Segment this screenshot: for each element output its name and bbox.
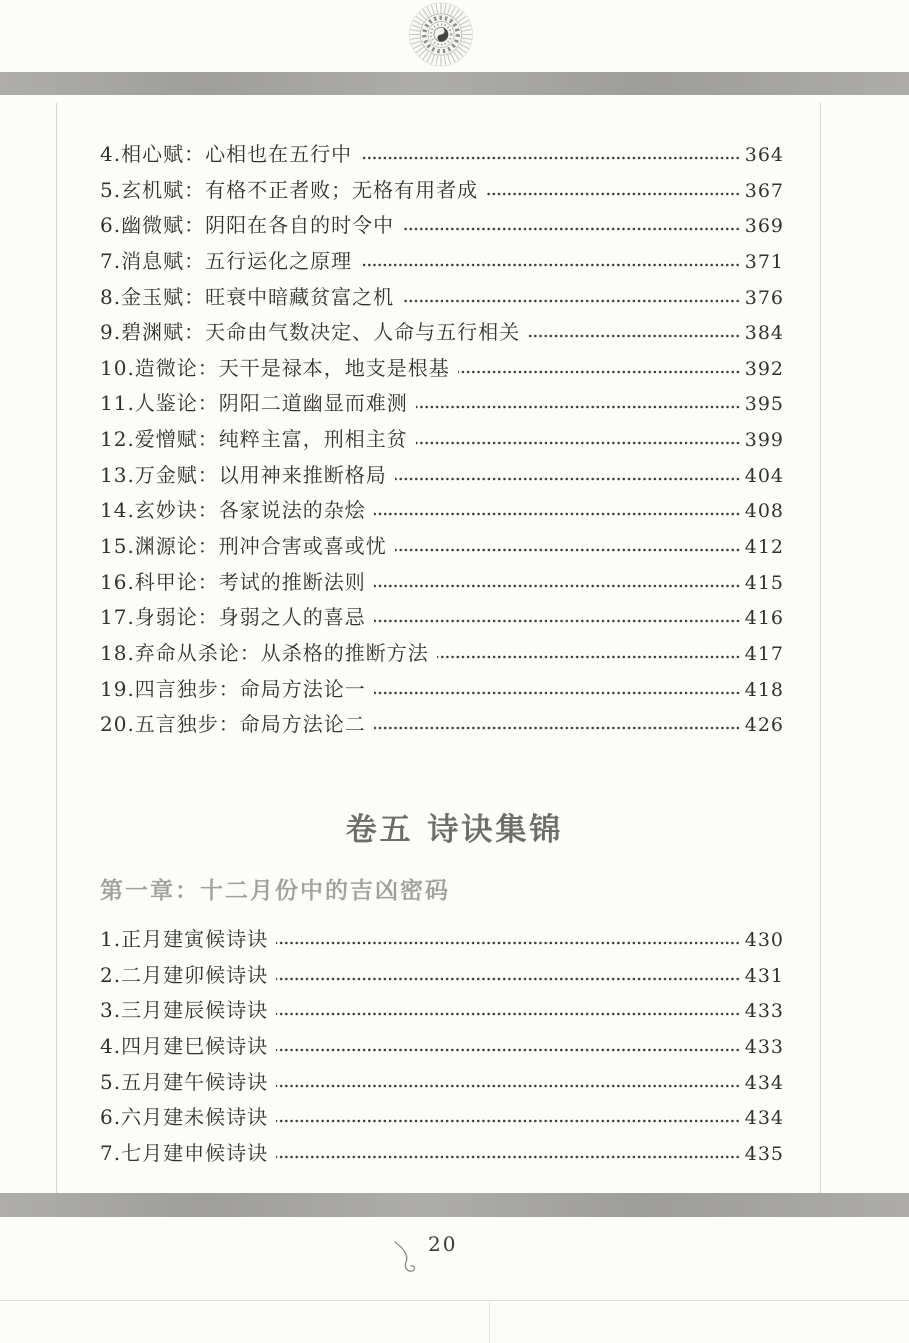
page-edge-line-left [56,103,57,1193]
dot-leader [276,1118,741,1124]
chapter-title: 第一章：十二月份中的吉凶密码 [100,877,450,904]
scan-artifact-line-horizontal [0,1300,909,1301]
toc-entry [100,951,784,987]
page-number: 20 [428,1232,458,1256]
toc-entry-label: 7.消息赋：五行运化之原理 [100,248,353,273]
toc-entry-label: 2.二月建卯候诗诀 [100,962,269,987]
dot-leader [437,654,741,660]
toc-entry-label: 11.人鉴论：阴阳二道幽显而难测 [100,391,408,416]
dot-leader [416,440,741,446]
dot-leader [528,333,741,339]
toc-entry [100,201,784,237]
toc-entry-page: 433 [744,1000,784,1023]
toc-entry-label: 15.渊源论：刑冲合害或喜或忧 [100,534,387,559]
toc-entry-label: 5.玄机赋：有格不正者败；无格有用者成 [100,177,479,202]
toc-entry-label: 9.碧渊赋：天命由气数决定、人命与五行相关 [100,320,521,345]
dot-leader [276,1154,741,1160]
page-edge-line-right [820,103,821,1193]
toc-entry-label: 8.金玉赋：旺衰中暗藏贫富之机 [100,284,395,309]
toc-entry-page: 426 [744,714,784,737]
toc-entry [100,1093,784,1129]
dot-leader [374,690,741,696]
dot-leader [276,976,741,982]
toc-entry [100,593,784,629]
toc-entry-label: 18.弃命从杀论：从杀格的推断方法 [100,640,429,665]
toc-entry-label: 4.相心赋：心相也在五行中 [100,142,353,166]
toc-entry-page: 392 [744,357,784,380]
toc-entry [100,700,784,736]
toc-entry [100,522,784,558]
toc-entry-label: 6.幽微赋：阴阳在各自的时令中 [100,213,395,238]
dot-leader [374,511,741,517]
toc-entry [100,915,784,951]
toc-entry-label: 19.四言独步：命局方法论一 [100,676,366,701]
toc-entry [100,629,784,665]
toc-entry [100,308,784,344]
toc-entry-page: 435 [744,1142,784,1165]
toc-entry-label: 1.正月建寅候诗诀 [100,927,269,951]
toc-entry [100,1129,784,1165]
toc-entry-page: 395 [744,393,784,416]
toc-entry [100,665,784,701]
dot-leader [360,262,741,268]
toc-entry-label: 14.玄妙诀：各家说法的杂烩 [100,498,366,523]
toc-entry-label: 5.五月建午候诗诀 [100,1069,269,1094]
toc-entry-page: 417 [744,642,784,665]
toc-entry-page: 376 [744,286,784,309]
toc-entry-page: 364 [744,144,784,166]
toc-entry [100,451,784,487]
toc-entry-page: 412 [744,536,784,559]
scan-artifact-line-vertical [489,1302,490,1343]
bottom-divider-bar [0,1193,909,1217]
dot-leader [458,369,741,375]
toc-entry-label: 17.身弱论：身弱之人的喜忌 [100,605,366,630]
flourish-icon [393,1240,431,1280]
toc-entry-page: 434 [744,1107,784,1130]
toc-entry-page: 367 [744,179,784,202]
section-title: 卷五 诗诀集锦 [345,812,564,848]
toc-entry-label: 13.万金赋：以用神来推断格局 [100,462,387,487]
toc-entry [100,1058,784,1094]
toc-entry-page: 431 [744,964,784,987]
toc-entry-label: 6.六月建未候诗诀 [100,1105,269,1130]
dot-leader [402,298,741,304]
toc-entry-page: 384 [744,322,784,345]
dot-leader [402,226,741,232]
dot-leader [276,1011,741,1017]
toc-entry [100,1022,784,1058]
dot-leader [276,1083,741,1089]
toc-entry-label: 16.科甲论：考试的推断法则 [100,569,366,594]
dot-leader [486,191,741,197]
toc-entry [100,415,784,451]
toc-entry [100,166,784,202]
toc-entry-page: 371 [744,250,784,273]
toc-entry-page: 430 [744,929,784,951]
toc-entry-label: 12.爱憎赋：纯粹主富，刑相主贫 [100,427,408,452]
toc-entry-page: 404 [744,464,784,487]
toc-entry [100,273,784,309]
dot-leader [374,725,741,731]
toc-entry-page: 408 [744,500,784,523]
toc-entry-page: 434 [744,1071,784,1094]
toc-entry [100,237,784,273]
toc-entry [100,986,784,1022]
toc-entry-page: 418 [744,678,784,701]
dot-leader [276,940,741,946]
toc-entry-label: 7.七月建申候诗诀 [100,1140,269,1165]
luopan-compass-icon [407,1,475,68]
toc-entry [100,130,784,166]
toc-entry-page: 399 [744,429,784,452]
toc-entry-label: 4.四月建巳候诗诀 [100,1033,269,1058]
toc-entry-label: 10.造微论：天干是禄本，地支是根基 [100,355,450,380]
toc-entry-page: 415 [744,571,784,594]
dot-leader [395,547,741,553]
dot-leader [416,404,741,410]
toc-entry [100,344,784,380]
toc-entry [100,486,784,522]
toc-section-lower [100,915,784,1164]
toc-section-upper [100,130,784,736]
dot-leader [360,155,741,161]
toc-entry-label: 3.三月建辰候诗诀 [100,998,269,1023]
toc-entry-page: 369 [744,215,784,238]
toc-entry-page: 416 [744,607,784,630]
dot-leader [276,1047,741,1053]
dot-leader [374,583,741,589]
top-divider-bar [0,72,909,95]
toc-entry-page: 433 [744,1035,784,1058]
toc-entry [100,379,784,415]
toc-entry-label: 20.五言独步：命局方法论二 [100,712,366,737]
page-footer [393,1232,513,1277]
dot-leader [395,476,741,482]
dot-leader [374,618,741,624]
toc-entry [100,558,784,594]
